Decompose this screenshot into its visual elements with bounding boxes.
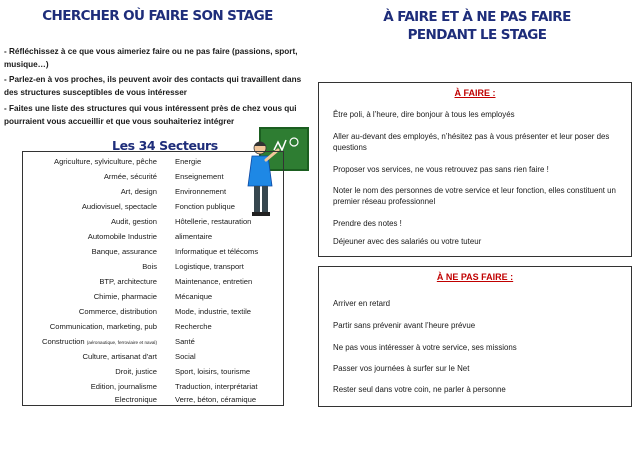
sector-left: Audit, gestion <box>110 217 157 226</box>
sector-left <box>42 337 157 346</box>
sector-row <box>23 187 283 200</box>
sector-row <box>23 352 283 365</box>
sector-row <box>23 322 283 335</box>
sector-right: Enseignement <box>175 172 224 181</box>
sector-left: Armée, sécurité <box>103 172 157 181</box>
dont-item: Ne pas vous intéresser à votre service, ses missions <box>333 343 517 352</box>
right-title-line-2: PENDANT LE STAGE <box>407 27 547 43</box>
do-box <box>318 82 632 257</box>
sector-right: Fonction publique <box>175 202 235 211</box>
sectors-list-box <box>22 151 284 406</box>
sector-row <box>23 202 283 215</box>
sector-right: Social <box>175 352 196 361</box>
dont-item: Rester seul dans votre coin, ne parler à personne <box>333 385 506 394</box>
dont-box <box>318 266 632 407</box>
sector-right: Energie <box>175 157 202 166</box>
sector-row <box>23 247 283 260</box>
sector-row <box>23 172 283 185</box>
do-item: Proposer vos services, ne vous retrouvez pas sans rien faire ! <box>333 165 549 174</box>
sector-right: Environnement <box>175 187 227 196</box>
sector-left: Communication, marketing, pub <box>49 322 157 331</box>
sector-left: Droit, justice <box>115 367 157 376</box>
left-title: CHERCHER OÙ FAIRE SON STAGE <box>42 8 273 24</box>
sector-row <box>23 157 283 170</box>
sector-row <box>23 292 283 305</box>
sector-construction-label: Construction <box>42 337 85 346</box>
sector-right: Maintenance, entretien <box>175 277 253 286</box>
advice-paragraph-1: - Réfléchissez à ce que vous aimeriez faire ou ne pas faire (passions, sport, musique…) <box>4 47 298 69</box>
sector-row <box>23 382 283 395</box>
sector-left: Edition, journalisme <box>90 382 157 391</box>
sector-row <box>23 277 283 290</box>
dont-item: Passer vos journées à surfer sur le Net <box>333 364 470 373</box>
sector-row <box>23 367 283 380</box>
sectors-title: Les 34 Secteurs <box>112 138 218 153</box>
sector-row <box>23 217 283 230</box>
do-item: Aller au-devant des employés, n’hésitez pas à vous présenter et leur poser des questions <box>333 132 610 152</box>
sector-right: Traduction, interprétariat <box>175 382 258 391</box>
sector-right: Recherche <box>175 322 212 331</box>
dont-item: Partir sans prévenir avant l’heure prévue <box>333 321 476 330</box>
sector-right: Sport, loisirs, tourisme <box>175 367 251 376</box>
sector-left: Banque, assurance <box>91 247 157 256</box>
advice-paragraph-3: - Faites une liste des structures qui vous intéressent près de chez vous qui pourraient vous accueillir et que vous souhaiteriez intégrer <box>4 104 297 126</box>
sector-left: BTP, architecture <box>99 277 157 286</box>
sector-right: alimentaire <box>175 232 213 241</box>
sector-left: Commerce, distribution <box>78 307 157 316</box>
do-item: Noter le nom des personnes de votre service et leur fonction, elles constituent un premier réseau professionnel <box>333 186 616 206</box>
construction-note: (aéronautique, ferroviaire et naval) <box>86 340 157 345</box>
do-item: Être poli, à l’heure, dire bonjour à tous les employés <box>333 110 515 119</box>
sector-left: Audiovisuel, spectacle <box>81 202 157 211</box>
right-title <box>318 8 636 44</box>
sector-row <box>23 262 283 275</box>
sector-row <box>23 307 283 320</box>
dont-item: Arriver en retard <box>333 299 391 308</box>
do-item: Déjeuner avec des salariés ou votre tuteur <box>333 237 482 246</box>
do-item: Prendre des notes ! <box>333 219 402 228</box>
sector-right: Logistique, transport <box>175 262 244 271</box>
sector-left: Chimie, pharmacie <box>93 292 157 301</box>
sector-left: Agriculture, sylviculture, pêche <box>54 157 157 166</box>
advice-paragraph-2: - Parlez-en à vos proches, ils peuvent avoir des contacts qui travaillent dans des structures susceptibles de vous intéresser <box>4 75 302 97</box>
sector-row <box>23 395 283 408</box>
sector-right: Verre, béton, céramique <box>175 395 257 404</box>
sector-right: Informatique et télécoms <box>175 247 259 256</box>
sector-right: Mode, industrie, textile <box>175 307 251 316</box>
sector-left: Culture, artisanat d'art <box>82 352 157 361</box>
sector-right: Santé <box>175 337 195 346</box>
right-title-line-1: À FAIRE ET À NE PAS FAIRE <box>383 9 571 25</box>
sector-left: Automobile Industrie <box>87 232 157 241</box>
sector-row <box>23 337 283 350</box>
dont-heading: À NE PAS FAIRE : <box>436 272 514 282</box>
sector-right: Hôtellerie, restauration <box>175 217 252 226</box>
sector-left: Electronique <box>114 395 157 404</box>
sector-left: Art, design <box>120 187 157 196</box>
sector-right: Mécanique <box>175 292 213 301</box>
sector-row <box>23 232 283 245</box>
sector-left: Bois <box>142 262 157 271</box>
do-heading: À FAIRE : <box>454 88 496 98</box>
